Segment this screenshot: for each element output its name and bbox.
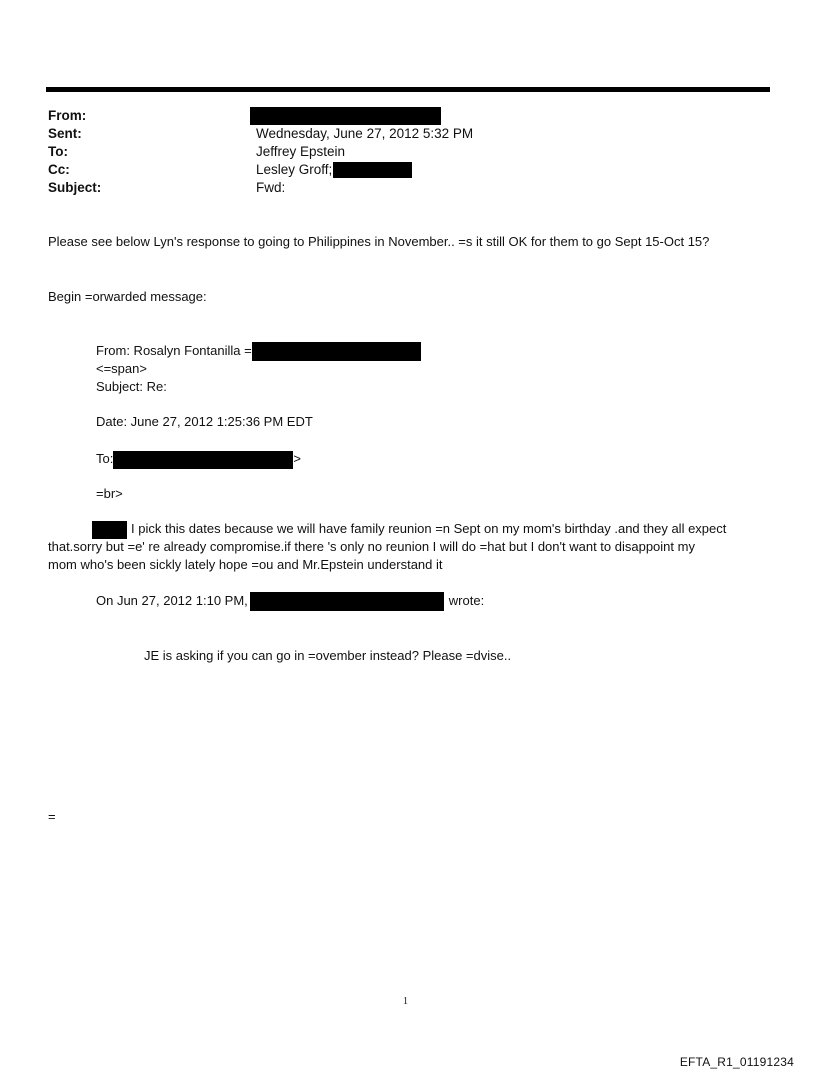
- forwarded-to-prefix: To:: [96, 451, 114, 466]
- cc-redaction: [333, 162, 412, 178]
- to-label: To:: [48, 144, 68, 159]
- trailing-equals: =: [48, 809, 56, 824]
- page-number: 1: [403, 996, 408, 1007]
- cc-text: Lesley Groff;: [256, 162, 333, 177]
- quote-suffix: wrote:: [448, 593, 485, 608]
- reply-line-2: that.sorry but =e' re already compromise.if there 's only no reunion I will do =hat but I don't want to disappoint my: [48, 539, 695, 554]
- quoted-text: JE is asking if you can go in =ovember instead? Please =dvise..: [144, 648, 512, 663]
- header-rule: [46, 87, 770, 92]
- forwarded-from-line: [96, 342, 421, 361]
- from-label: From:: [48, 108, 87, 123]
- forwarded-br-line: =br>: [96, 486, 123, 501]
- begin-forwarded-text: Begin =orwarded message:: [48, 289, 207, 304]
- forwarded-span-line: <=span>: [96, 361, 147, 376]
- reply-line-1: [92, 520, 726, 539]
- cc-value: [256, 161, 412, 179]
- reply-name-redaction: [92, 521, 127, 539]
- document-id: EFTA_R1_01191234: [679, 1055, 794, 1069]
- sent-label: Sent:: [48, 126, 82, 141]
- subject-label: Subject:: [48, 180, 102, 195]
- forwarded-to-line: [96, 450, 301, 469]
- to-value: Jeffrey Epstein: [256, 144, 346, 159]
- forwarded-from-text: From: Rosalyn Fontanilla =: [96, 343, 252, 358]
- forwarded-from-redaction: [252, 342, 421, 361]
- forwarded-subject-line: Subject: Re:: [96, 379, 167, 394]
- quote-prefix: On Jun 27, 2012 1:10 PM,: [96, 593, 248, 608]
- forwarded-date-line: Date: June 27, 2012 1:25:36 PM EDT: [96, 414, 313, 429]
- forwarded-to-redaction: [113, 451, 293, 469]
- forwarded-to-suffix: >: [293, 451, 301, 466]
- from-redaction: [250, 107, 441, 125]
- sent-value: Wednesday, June 27, 2012 5:32 PM: [256, 126, 474, 141]
- reply-line-3: mom who's been sickly lately hope =ou and Mr.Epstein understand it: [48, 557, 443, 572]
- intro-text: Please see below Lyn's response to going to Philippines in November.. =s it still OK for them to go Sept 15-Oct 15?: [48, 234, 710, 249]
- reply-line-1-text: I pick this dates because we will have family reunion =n Sept on my mom's birthday .and they all expect: [131, 521, 727, 536]
- quote-sender-redaction: [250, 592, 444, 611]
- cc-label: Cc:: [48, 162, 70, 177]
- subject-value: Fwd:: [256, 180, 286, 195]
- quote-header-line: [96, 592, 484, 611]
